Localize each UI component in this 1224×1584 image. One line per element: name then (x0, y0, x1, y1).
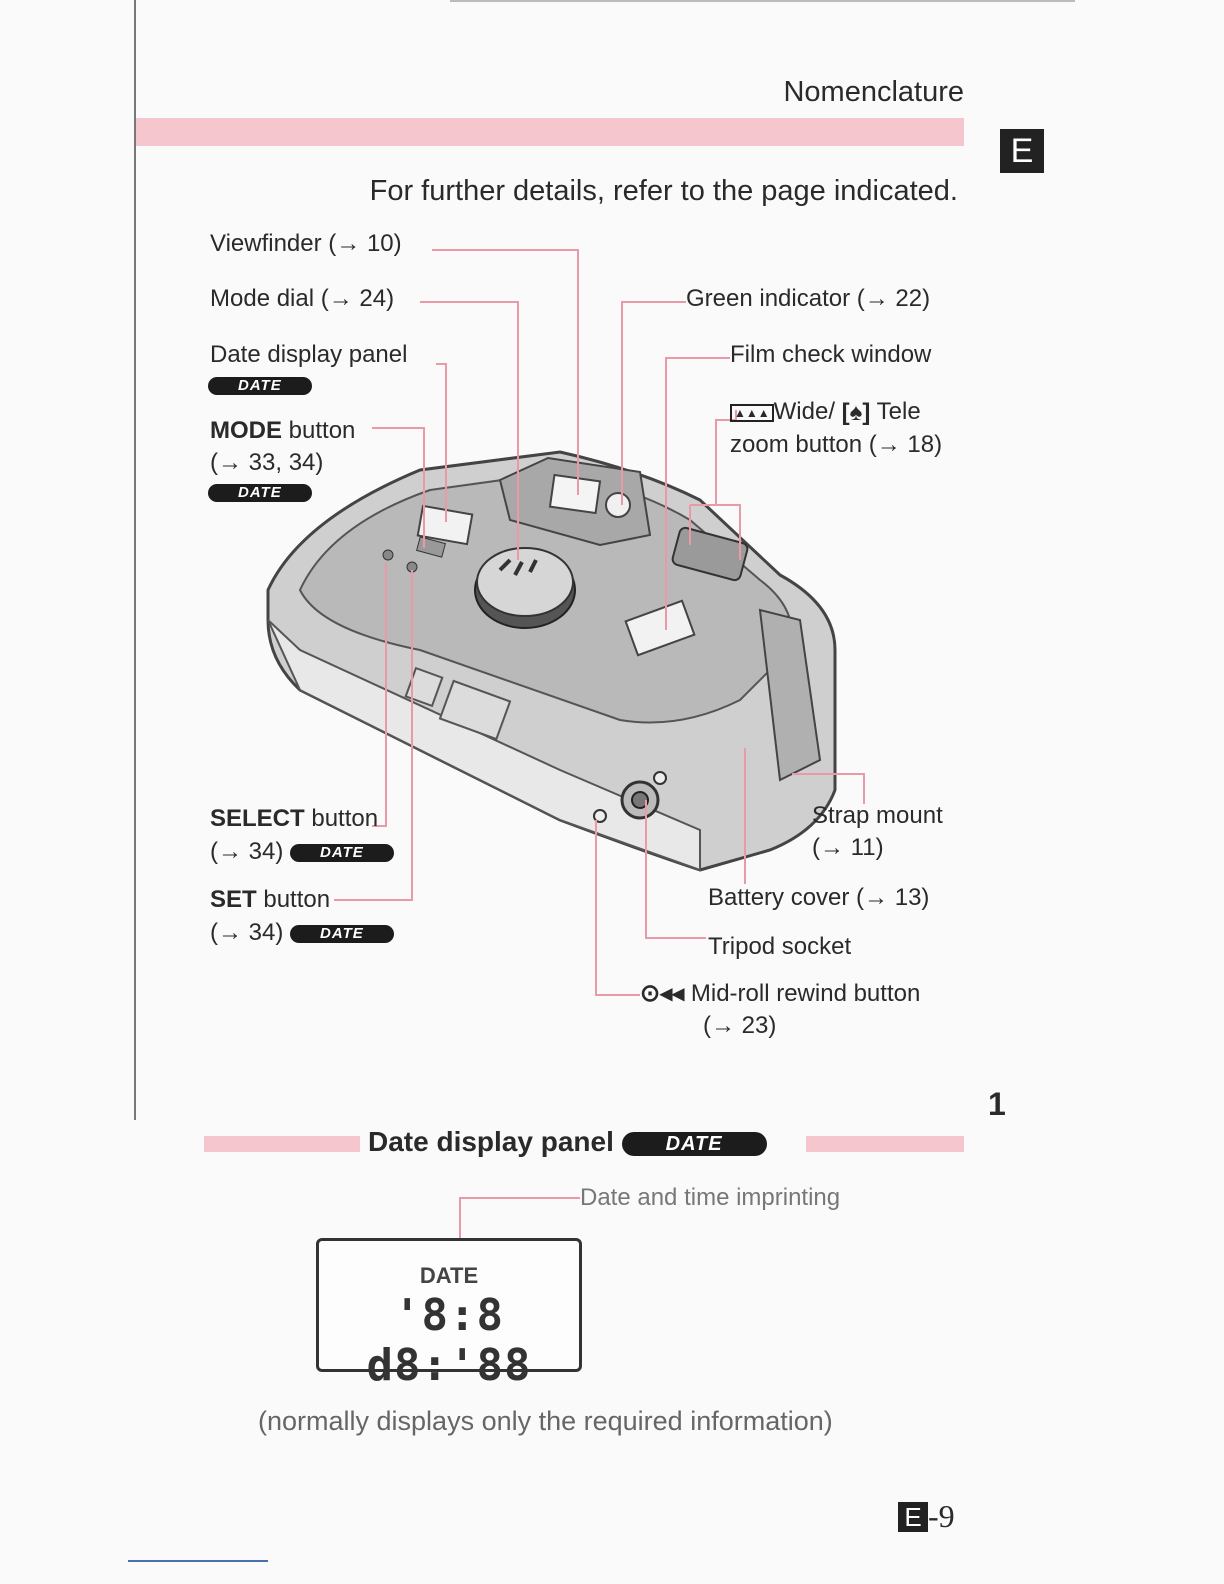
date-badge: DATE (290, 925, 394, 943)
section-bar-left (204, 1136, 360, 1152)
label-zoom-button: ▲▲▲ Wide/ [♠] Tele (730, 396, 921, 429)
label-film-check-window: Film check window (730, 341, 932, 368)
label-battery-cover: Battery cover (→ 13) (708, 884, 930, 911)
label-mode-button-ref: (→ 33, 34) (210, 449, 324, 476)
label-strap-mount: Strap mount (812, 802, 943, 829)
date-badge: DATE (290, 844, 394, 862)
lcd-digits: '8:8 d8:'88 (366, 1290, 532, 1391)
label-viewfinder: Viewfinder (→ 10) (210, 230, 402, 257)
lcd-date-label: DATE (419, 1263, 479, 1288)
lcd-panel (316, 1238, 582, 1391)
side-number: 1 (988, 1086, 1006, 1122)
section-bar-right (806, 1136, 964, 1152)
label-midroll-rewind-ref: (→ 23) (703, 1012, 777, 1039)
footer-rule (128, 1560, 268, 1562)
rewind-icon: ⊙◂◂ (640, 980, 685, 1007)
label-tripod-socket: Tripod socket (708, 933, 852, 960)
intro-text: For further details, refer to the page indicated. (369, 175, 958, 207)
label-zoom-button-ref: zoom button (→ 18) (730, 431, 943, 458)
label-mode-dial: Mode dial (→ 24) (210, 285, 395, 312)
label-strap-mount-ref: (→ 11) (812, 834, 884, 861)
label-set-button-ref: (→ 34) DATE (210, 917, 394, 949)
page-title: Nomenclature (783, 76, 964, 108)
date-badge: DATE (208, 484, 312, 502)
section-heading: Date display panel DATE (368, 1124, 767, 1160)
label-select-button-ref: (→ 34) DATE (210, 836, 394, 868)
date-badge: DATE (208, 377, 312, 395)
label-green-indicator: Green indicator (→ 22) (686, 285, 931, 312)
label-set-button: SET button (210, 886, 331, 913)
label-select-button: SELECT button (210, 805, 379, 832)
date-badge: DATE (622, 1132, 767, 1156)
panel-note: (normally displays only the required information) (258, 1406, 833, 1436)
label-date-display-panel: Date display panel (210, 341, 408, 368)
section-letter-badge: E (1000, 129, 1044, 173)
tele-icon: [♠] (841, 398, 871, 426)
label-date-time-imprinting: Date and time imprinting (580, 1184, 841, 1211)
page-number: E -9 (898, 1498, 955, 1535)
label-mode-button: MODE button (210, 417, 356, 444)
wide-icon: ▲▲▲ (730, 404, 774, 422)
label-midroll-rewind: ⊙◂◂ Mid-roll rewind button (640, 980, 921, 1007)
